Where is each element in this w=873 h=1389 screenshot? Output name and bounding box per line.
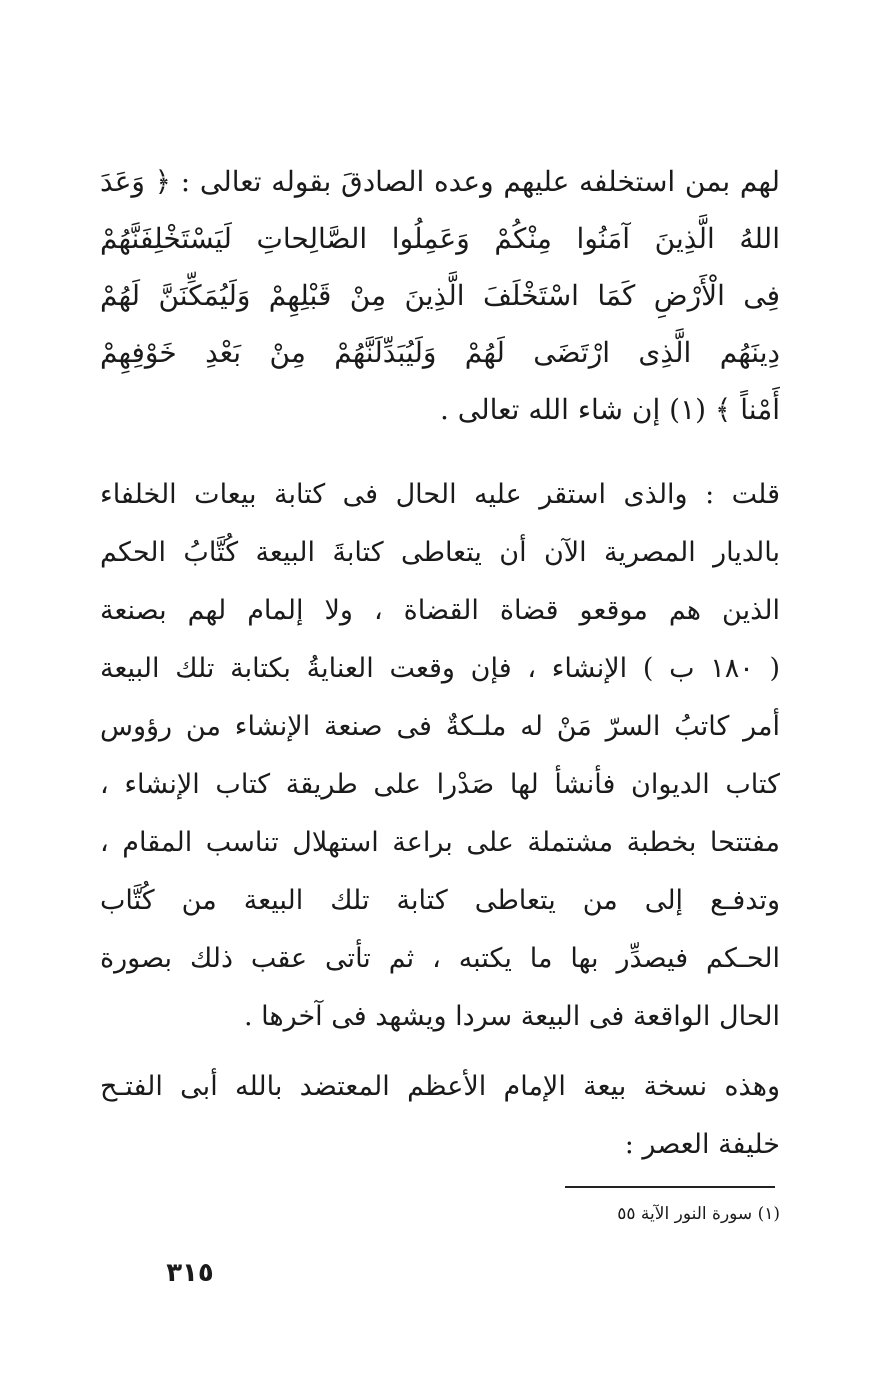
text-line: الحـكم فيصدِّر بها ما يكتبه ، ثم تأتى عقب ذلك بصورة [100,943,780,974]
text-line: فِى الْأَرْضِ كَمَا اسْتَخْلَفَ الَّذِينَ مِنْ قَبْلِهِمْ وَلَيُمَكِّنَنَّ لَهُمْ [100,279,780,312]
paragraph-2 [100,1058,780,1174]
footnote-divider [565,1186,775,1188]
quran-verse-block [100,153,780,438]
footnote: (١) سورة النور الآية ٥٥ [617,1204,780,1224]
text-line: أَمْناً ﴾ (١) إن شاء الله تعالى . [439,393,780,426]
page-number: ٣١٥ [166,1258,214,1288]
text-line: خليفة العصر : [624,1129,780,1160]
paragraph-1 [100,466,780,1046]
text-line: وهذه نسخة بيعة الإمام الأعظم المعتضد بالله أبى الفتـح [100,1071,780,1102]
text-line: قلت : والذى استقر عليه الحال فى كتابة بيعات الخلفاء [100,479,780,510]
text-line: كتاب الديوان فأنشأ لها صَدْرا على طريقة كتاب الإنشاء ، [100,769,780,800]
text-line: لهم بمن استخلفه عليهم وعده الصادقَ بقوله تعالى : ﴿ وَعَدَ [100,165,780,198]
text-line: الحال الواقعة فى البيعة سردا ويشهد فى آخرها . [243,1001,780,1032]
text-line: الذين هم موقعو قضاة القضاة ، ولا إلمام لهم بصنعة [100,595,780,626]
text-line: ( ١٨٠ ب ) الإنشاء ، فإن وقعت العنايةُ بكتابة تلك البيعة [100,653,780,684]
text-line: اللهُ الَّذِينَ آمَنُوا مِنْكُمْ وَعَمِلُوا الصَّالِحاتِ لَيَسْتَخْلِفَنَّهُمْ [100,222,780,255]
text-line: أمر كاتبُ السرّ مَنْ له ملـكةٌ فى صنعة الإنشاء من رؤوس [100,711,780,742]
text-line: وتدفـع إلى من يتعاطى كتابة تلك البيعة من كُتَّاب [100,885,780,916]
text-line: مفتتحا بخطبة مشتملة على براعة استهلال تناسب المقام ، [100,827,780,858]
text-line: دِينَهُم الَّذِى ارْتَضَى لَهُمْ وَلَيُبَدِّلَنَّهُمْ مِنْ بَعْدِ خَوْفِهِمْ [100,336,780,369]
text-line: بالديار المصرية الآن أن يتعاطى كتابةَ البيعة كُتَّابُ الحكم [100,537,780,568]
